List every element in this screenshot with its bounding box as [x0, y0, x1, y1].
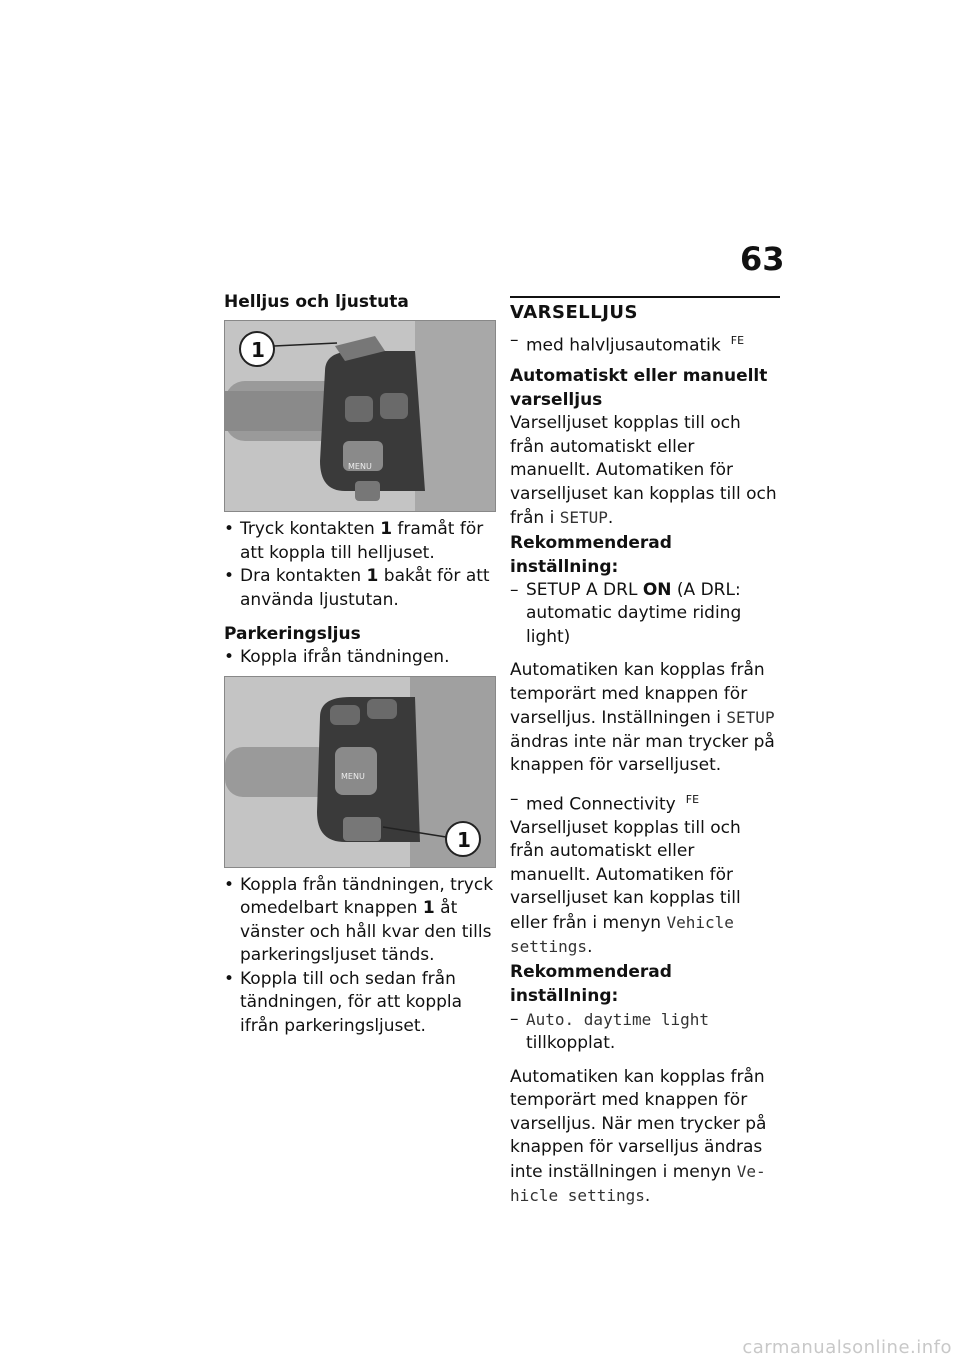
para-auto-manual: Varselljuset kopplas till och från automatiskt eller manuellt. Automatiken för varselljuset kan kopplas till och från i SETUP. [510, 413, 777, 529]
bullet-parking-on: • Koppla från tändningen, tryck omedelbart knappen 1 åt vänster och håll kvar den tills parkeringsljuset tänds. [224, 874, 494, 968]
para-menu-unchanged: Automatiken kan kopplas från temporärt med knappen för varselljus. När men trycker på knappen för varselljus ändras inte inställningen i menyn Ve-hicle settings. [510, 1066, 767, 1207]
footer-watermark: carmanualsonline.info [742, 1337, 952, 1358]
bullet-parking-off: • Koppla till och sedan från tändningen, för att koppla ifrån parkeringsljuset. [224, 968, 494, 1039]
switch-photo-2 [224, 676, 496, 868]
option-connectivity: – med Connectivity $^{FE}$ [510, 788, 780, 817]
para-temporary-off: Automatiken kan kopplas från temporärt med knappen för varselljus. Inställningen i SETUP ändras inte när man trycker på knappen för varselljuset. [510, 660, 775, 776]
heading-high-beam: Helljus och ljustuta [224, 292, 409, 312]
heading-parking-light: Parkeringsljus [224, 624, 361, 644]
bullet-ignition-off: • Koppla ifrån tändningen. [224, 646, 494, 670]
menu-button-label: MENU [348, 462, 372, 471]
option-halvljus: – med halvljusautomatik $^{FE}$ [510, 329, 780, 358]
recommended-label-2: Rekommenderad inställning: [510, 961, 672, 1006]
handlebar-switch-illustration-1 [225, 321, 495, 511]
bullet-high-beam-forward: • Tryck kontakten 1 framåt för att koppla till helljuset. [224, 518, 494, 565]
right-column [510, 296, 780, 1209]
callout-1-label-2: 1 [457, 827, 471, 852]
menu-button-label-2: MENU [341, 771, 365, 781]
callout-1-label: 1 [251, 338, 265, 362]
handlebar-switch-illustration-2 [225, 677, 495, 867]
para-connectivity: Varselljuset kopplas till och från automatiskt eller manuellt. Automatiken för varselljuset kan kopplas till eller från i menyn Vehicle settings. [510, 817, 741, 958]
recommended-value-1: – SETUP A DRL ON (A DRL: automatic daytime riding light) [510, 579, 780, 650]
recommended-label-1: Rekommenderad inställning: [510, 532, 672, 577]
section-title: VARSELLJUS [510, 296, 780, 329]
recommended-value-2: – Auto. daytime light tillkopplat. [510, 1008, 780, 1056]
left-column [224, 290, 494, 1038]
page-number: 63 [740, 240, 785, 278]
subheading-auto-manual: Automatiskt eller manuellt varselljus [510, 366, 768, 411]
switch-photo-1 [224, 320, 496, 512]
bullet-flash-backward: • Dra kontakten 1 bakåt för att använda ljustutan. [224, 565, 494, 612]
